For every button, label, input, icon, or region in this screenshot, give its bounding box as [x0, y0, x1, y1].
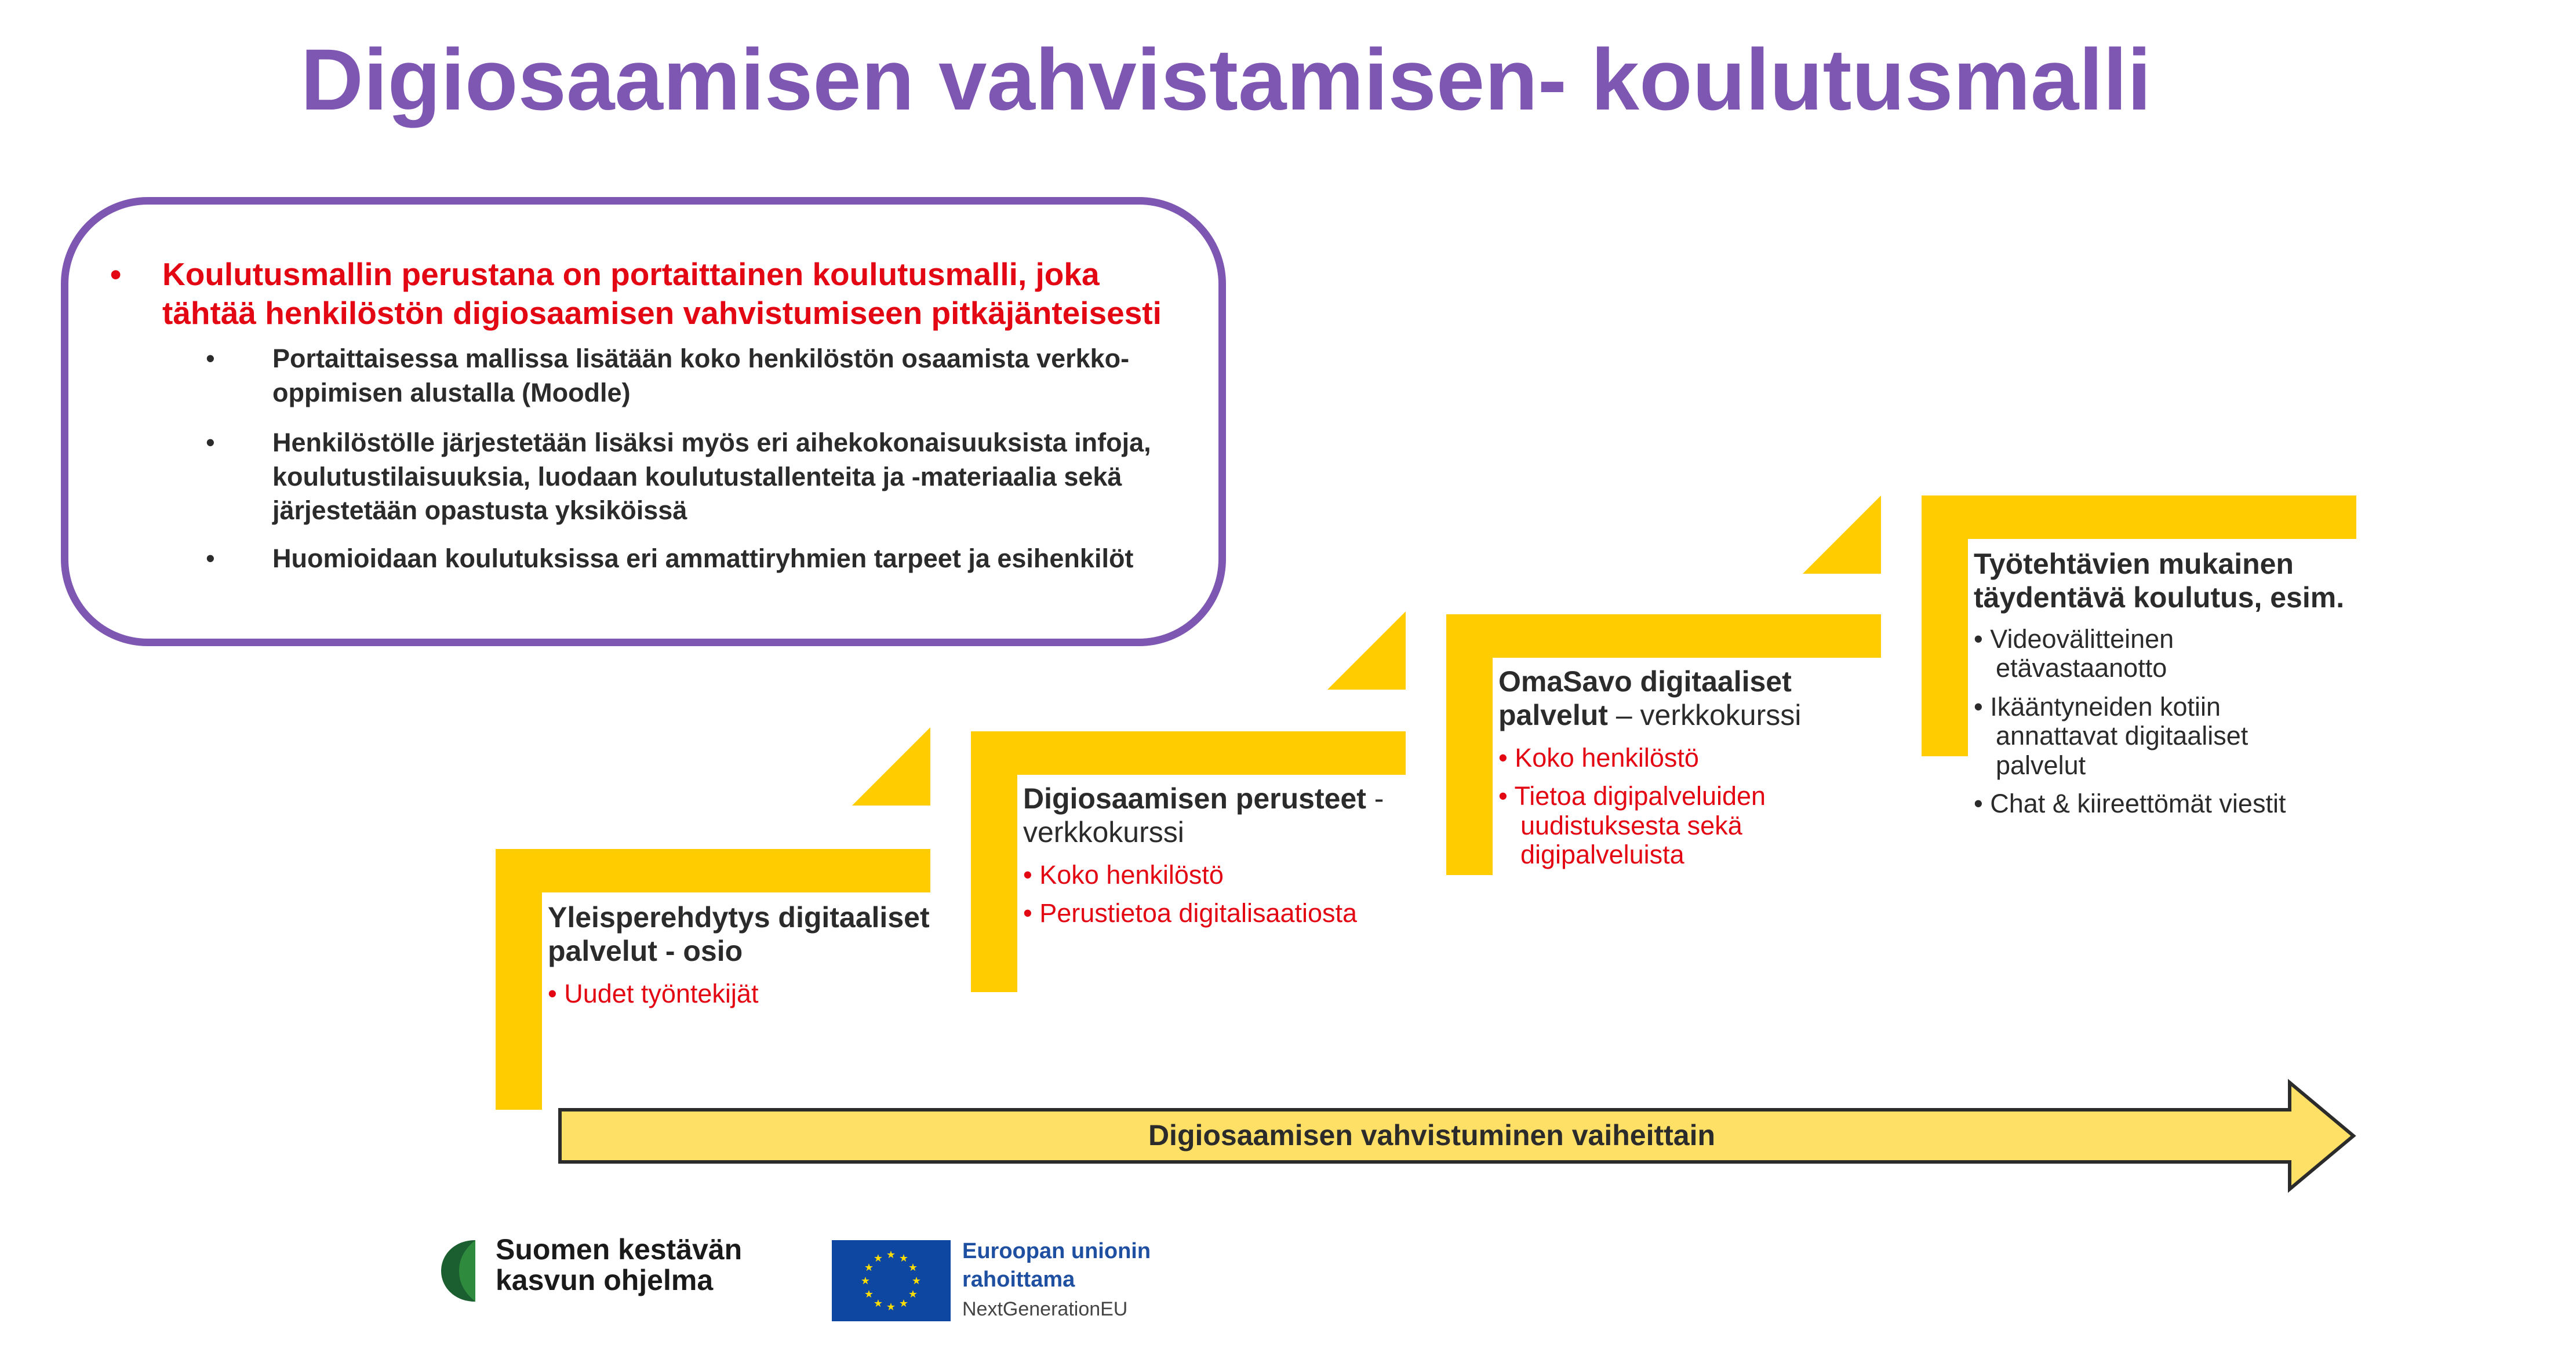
intro-sub-bullet: [206, 342, 1214, 410]
arrow-label: Digiosaamisen vahvistuminen vaiheittain: [1148, 1119, 1716, 1151]
eu-main-text: Euroopan unionin rahoittama: [962, 1239, 1151, 1292]
step-bullet: • Koko henkilöstö: [1498, 743, 1699, 772]
intro-sub-text: Henkilöstölle järjestetään lisäksi myös eri aihekokonaisuuksista infoja, koulutustilaisuuksia, luodaan koulutustallenteita ja -materiaalia sekä järjestetään opastusta yksiköissä: [272, 428, 1151, 525]
step2-corner-triangle: [1327, 611, 1406, 690]
step4-title: Työtehtävien mukainen täydentävä koulutus, esim.: [1974, 548, 2345, 614]
step1-content: [548, 901, 942, 1018]
step-bullet: • Ikääntyneiden kotiin annattavat digitaaliset palvelut: [1974, 691, 2248, 780]
intro-main-text: Koulutusmallin perustana on portaittainen koulutusmalli, joka tähtää henkilöstön digiosaamisen vahvistumiseen pitkäjänteisesti: [162, 256, 1162, 331]
step-bullet: • Koko henkilöstö: [1023, 860, 1224, 890]
eu-sub-text: NextGenerationEU: [962, 1298, 1128, 1320]
svg-text:★: ★: [908, 1288, 918, 1300]
step3-title: OmaSavo digitaaliset palvelut – verkkokurssi: [1498, 665, 1802, 731]
step4-top-bar: [1922, 495, 2356, 539]
step-bullet: • Perustietoa digitalisaatiosta: [1023, 898, 1358, 928]
intro-sub-text: Portaittaisessa mallissa lisätään koko henkilöstön osaamista verkko-oppimisen alustalla (Moodle): [272, 344, 1130, 407]
intro-main-bullet: [110, 255, 1200, 333]
suomen-leaf-icon: [439, 1239, 492, 1303]
step-bullet: • Uudet työntekijät: [548, 979, 759, 1008]
bullet-icon: •: [206, 544, 215, 573]
step3-corner-triangle: [1803, 495, 1881, 574]
step-bullet: • Chat & kiireettömät viestit: [1974, 788, 2286, 818]
step1-corner-triangle: [852, 727, 930, 806]
svg-text:★: ★: [898, 1252, 909, 1264]
step1-top-bar: [496, 849, 930, 892]
intro-sub-bullet: [206, 542, 1214, 576]
svg-text:★: ★: [908, 1262, 918, 1274]
intro-sub-bullet: [206, 426, 1214, 528]
eu-flag-icon: [832, 1240, 951, 1321]
page-title: Digiosaamisen vahvistamisen- koulutusmalli: [300, 31, 2152, 128]
step3-bullets: [1498, 744, 1893, 870]
step3-top-bar: [1446, 614, 1881, 658]
step3-side-bar: [1446, 614, 1493, 875]
svg-text:★: ★: [873, 1298, 883, 1310]
svg-text:★: ★: [898, 1298, 909, 1310]
step2-top-bar: [971, 731, 1406, 775]
svg-text:★: ★: [873, 1252, 883, 1264]
step2-content: [1023, 782, 1417, 938]
suomen-logo-text: Suomen kestävän kasvun ohjelma: [496, 1233, 743, 1296]
step-bullet: • Videovälitteinen etävastaanotto: [1974, 624, 2174, 683]
step4-bullets: [1974, 625, 2345, 818]
svg-text:★: ★: [911, 1275, 922, 1287]
step2-bullets: [1023, 861, 1417, 928]
eu-logo-text: [962, 1237, 1240, 1321]
intro-sub-text: Huomioidaan koulutuksissa eri ammattiryhmien tarpeet ja esihenkilöt: [272, 544, 1134, 573]
svg-text:★: ★: [860, 1275, 871, 1287]
step1-title: Yleisperehdytys digitaaliset palvelut - osio: [548, 901, 930, 967]
step1-bullets: [548, 979, 942, 1008]
svg-text:★: ★: [864, 1262, 874, 1274]
bullet-icon: •: [110, 256, 122, 292]
svg-text:★: ★: [886, 1249, 896, 1261]
bullet-icon: •: [206, 428, 215, 457]
step2-side-bar: [971, 731, 1017, 992]
step4-content: [1974, 548, 2345, 828]
svg-text:★: ★: [886, 1301, 896, 1313]
step3-content: [1498, 665, 1893, 879]
step4-side-bar: [1922, 495, 1968, 756]
svg-text:★: ★: [864, 1288, 874, 1300]
bullet-icon: •: [206, 344, 215, 373]
step-bullet: • Tietoa digipalveluiden uudistuksesta sekä digipalveluista: [1498, 781, 1766, 870]
step2-title: Digiosaamisen perusteet - verkkokurssi: [1023, 782, 1384, 848]
step1-side-bar: [496, 849, 542, 1110]
